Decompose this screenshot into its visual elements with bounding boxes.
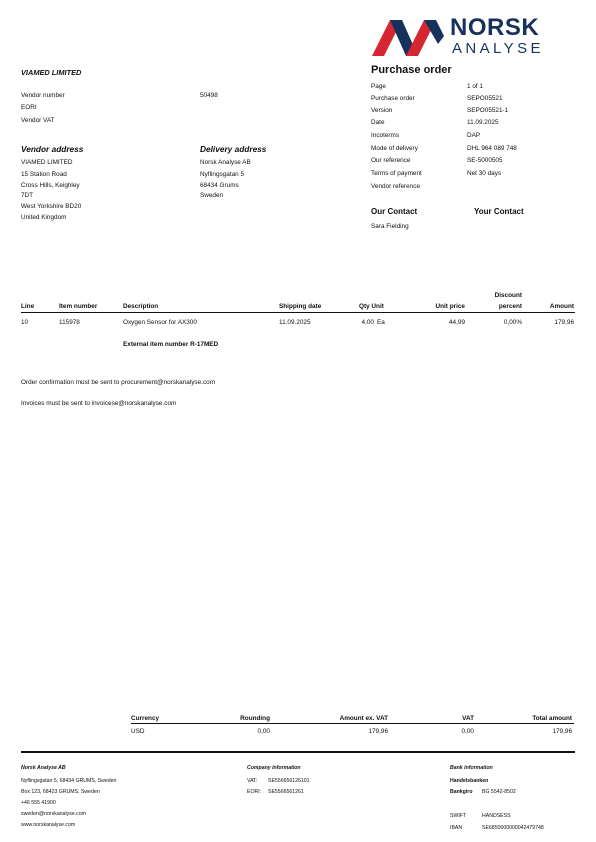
order-detail-value: DHL 964 089 748 [467, 145, 517, 152]
company-info-vat-label: VAT: [247, 778, 258, 784]
totals-header-vat: VAT [462, 715, 474, 722]
order-confirmation-note: Order confirmation must be sent to procurement@norskanalyse.com [21, 379, 216, 386]
totals-vat: 0,00 [461, 728, 474, 735]
col-header-item-number: Item number [59, 303, 98, 310]
totals-amount-ex-vat: 179,96 [368, 728, 388, 735]
swift-label: SWIFT [450, 813, 467, 819]
document-title: Purchase order [371, 64, 452, 76]
order-detail-label: Incoterms [371, 132, 400, 139]
logo-text-norsk: NORSK [450, 14, 540, 41]
col-header-qty-unit: Qty Unit [359, 303, 384, 310]
footer-company-line: Box 123, 68423 GRUMS, Sweden [21, 789, 100, 795]
footer-company-phone: +46 555 41900 [21, 800, 56, 806]
order-detail-value: 1 of 1 [467, 83, 483, 90]
footer-company-website[interactable]: www.norskanalyse.com [21, 822, 76, 828]
your-contact-heading: Your Contact [474, 207, 524, 216]
delivery-address-line: Nyflingsgatan 5 [200, 171, 245, 178]
vendor-number-value: 50498 [200, 92, 218, 99]
bankgiro-label: Bankgiro [450, 789, 473, 795]
footer-divider [21, 751, 575, 753]
company-info-eori-label: EORI: [247, 789, 262, 795]
col-header-discount-percent: percent [498, 303, 522, 310]
col-header-shipping-date: Shipping date [279, 303, 322, 310]
company-logo [372, 14, 562, 60]
bankgiro-value: BG 5542-8502 [482, 789, 516, 795]
totals-rounding: 0,00 [257, 728, 270, 735]
vendor-name: VIAMED LIMITED [21, 68, 82, 77]
footer-company-email[interactable]: sweden@norskanalyse.com [21, 811, 86, 817]
our-contact-name: Sara Fielding [371, 223, 409, 230]
invoice-note: Invoices must be sent to invoicese@norskanalyse.com [21, 400, 177, 407]
vendor-vat-label: Vendor VAT [21, 117, 55, 124]
cell-description: Oxygen Sensor for AX300 [123, 319, 197, 326]
order-detail-value: SEPO05521-1 [467, 107, 509, 114]
order-detail-label: Our reference [371, 157, 411, 164]
company-info-heading: Company information [247, 765, 301, 771]
company-info-eori-value: SE5566561261 [268, 789, 304, 795]
order-detail-value: Net 30 days [467, 170, 502, 177]
totals-currency: USD [131, 728, 145, 735]
vendor-address-line: Cross Hills, Keighley [21, 182, 80, 189]
totals-header-total-amount: Total amount [532, 715, 572, 722]
vendor-address-line: West Yorkshire BD20 [21, 203, 82, 210]
logo-text-analyse: ANALYSE [452, 40, 544, 57]
order-detail-value: DAP [467, 132, 481, 139]
vendor-address-line: VIAMED LIMITED [21, 159, 73, 166]
order-detail-value: 11.09.2025 [467, 119, 499, 126]
cell-shipping-date: 11.09.2025 [279, 319, 311, 326]
delivery-address-line: 68434 Grums [200, 182, 239, 189]
iban-label: IBAN [450, 825, 463, 831]
order-detail-label: Purchase order [371, 95, 415, 102]
eori-label: EORI [21, 104, 37, 111]
order-detail-label: Terms of payment [371, 170, 422, 177]
company-info-vat-value: SE556656126101 [268, 778, 310, 784]
col-header-amount: Amount [549, 303, 574, 310]
totals-header-currency: Currency [131, 715, 160, 722]
col-header-discount: Discount [494, 292, 522, 299]
vendor-address-line: 7DT [21, 192, 34, 199]
order-detail-value: SE-5000505 [467, 157, 503, 164]
totals-total-amount: 179,96 [552, 728, 572, 735]
cell-item-number: 115978 [59, 319, 80, 326]
cell-qty: 4,00 [361, 319, 374, 326]
norsk-analyse-logo-icon [372, 14, 444, 58]
external-item-number: External item number R-17MED [123, 341, 219, 348]
swift-value: HANDSESS [482, 813, 511, 819]
totals-divider [131, 723, 574, 724]
order-detail-label: Mode of delivery [371, 145, 418, 152]
delivery-address-line: Norsk Analyse AB [200, 159, 251, 166]
cell-amount: 179,96 [554, 319, 574, 326]
bank-info-heading: Bank information [450, 765, 493, 771]
vendor-address-line: 15 Station Road [21, 171, 67, 178]
vendor-address-line: United Kingdom [21, 214, 67, 221]
footer-company-line: Nyflingsgatan 5, 68434 GRUMS, Sweden [21, 778, 117, 784]
bank-name: Handelsbanken [450, 778, 489, 784]
totals-header-amount-ex-vat: Amount ex. VAT [339, 715, 388, 722]
delivery-address-heading: Delivery address [200, 144, 267, 154]
col-header-unit-price: Unit price [435, 303, 465, 310]
cell-line: 10 [21, 319, 29, 326]
table-header-divider [21, 312, 575, 313]
cell-unit: Ea [377, 319, 385, 326]
vendor-number-label: Vendor number [21, 92, 65, 99]
col-header-description: Description [123, 303, 159, 310]
col-header-line: Line [21, 303, 35, 310]
order-detail-value: SEPO05521 [467, 95, 503, 102]
cell-unit-price: 44,99 [449, 319, 465, 326]
order-detail-label: Version [371, 107, 393, 114]
order-detail-label: Page [371, 83, 386, 90]
delivery-address-line: Sweden [200, 192, 224, 199]
footer-company-name: Norsk Analyse AB [21, 765, 66, 771]
vendor-address-heading: Vendor address [21, 144, 84, 154]
cell-discount: 0,00% [503, 319, 522, 326]
totals-header-rounding: Rounding [240, 715, 270, 722]
order-detail-label: Vendor reference [371, 183, 421, 190]
iban-value: SE6850000000042479748 [482, 825, 544, 831]
our-contact-heading: Our Contact [371, 207, 418, 216]
order-detail-label: Date [371, 119, 385, 126]
